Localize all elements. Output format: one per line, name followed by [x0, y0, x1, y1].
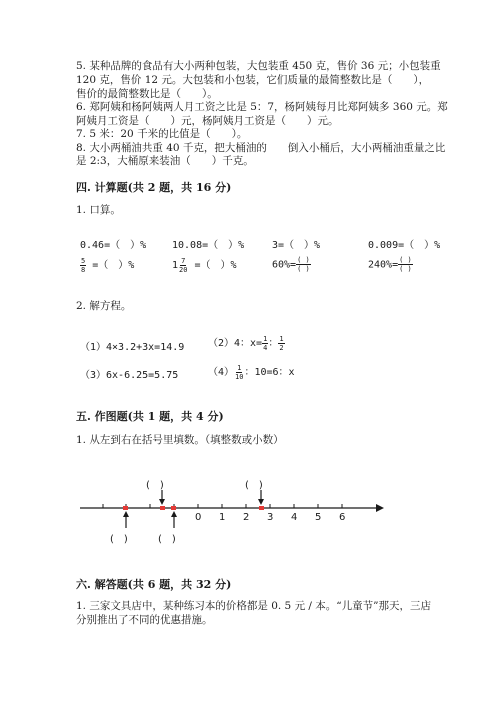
ans-q1-line-2: 分别推出了不同的优惠措施。: [76, 614, 213, 626]
oral-r1c4: 0.009=（ ）%: [368, 240, 441, 251]
top-blank-2[interactable]: ( ): [245, 480, 263, 491]
point-a: [123, 506, 128, 510]
nl-label-5: 5: [315, 512, 322, 523]
oral-r2c4: 240%= $\frac{( )}{( )}$: [368, 256, 412, 273]
q6-line-2: 阿姨月工资是（ ）元，杨阿姨月工资是（ ）元。: [76, 115, 339, 127]
oral-r2c1: $\frac{5}{8}$ =（ ）%: [81, 256, 135, 274]
equation-2: （2）4：x= $\frac{1}{4}$ ： $\frac{1}{2}$: [208, 334, 284, 352]
q7-line-1: 7. 5 米：20 千米的比值是（ ）。: [76, 128, 248, 140]
equation-4: （4） $\frac{1}{10}$ ：10=6：x: [208, 363, 295, 381]
calc-q2-label: 2. 解方程。: [76, 300, 132, 312]
top-blank-1[interactable]: ( ): [146, 480, 164, 491]
bottom-blank-2[interactable]: ( ): [158, 534, 176, 545]
nl-label-6: 6: [339, 512, 346, 523]
q8-line-2: 是 2:3，大桶原来装油（ ）千克。: [76, 155, 254, 167]
bottom-blank-1[interactable]: ( ): [110, 534, 128, 545]
q5-line-1: 5. 某种品牌的食品有大小两种包装，大包装重 450 克，售价 36 元；小包装重: [76, 60, 441, 72]
section-4-title: 四. 计算题(共 2 题，共 16 分): [76, 181, 232, 194]
section-6-title: 六. 解答题(共 6 题，共 32 分): [76, 578, 232, 591]
q5-line-3: 售价的最简整数比是（ ）。: [76, 88, 218, 100]
nl-label-3: 3: [267, 512, 274, 523]
point-d: [259, 506, 264, 510]
nl-label-4: 4: [291, 512, 298, 523]
nl-label-1: 1: [219, 512, 226, 523]
equation-1: （1）4×3.2+3x=14.9: [80, 342, 185, 353]
q6-line-1: 6. 郑阿姨和杨阿姨两人月工资之比是 5：7，杨阿姨每月比郑阿姨多 360 元。郑: [76, 101, 448, 113]
ans-q1-line-1: 1. 三家文具店中，某种练习本的价格都是 0. 5 元 / 本。“儿童节”那天，三店: [76, 600, 432, 612]
q5-line-2: 120 克，售价 12 元。大包装和小包装，它们质量的最简整数比是（ ），: [76, 74, 430, 86]
nl-label-0: 0: [195, 512, 202, 523]
section-5-title: 五. 作图题(共 1 题，共 4 分): [76, 410, 224, 423]
oral-r2c3: 60%= $\frac{( )}{( )}$: [272, 256, 310, 273]
point-c: [171, 506, 176, 510]
oral-r2c2: 1 $\frac{7}{20}$ =（ ）%: [172, 256, 237, 274]
point-b: [160, 506, 165, 510]
oral-r1c2: 10.08=（ ）%: [172, 240, 245, 251]
nl-label-2: 2: [243, 512, 250, 523]
draw-q1-label: 1. 从左到右在括号里填数。（填整数或小数）: [76, 434, 284, 446]
oral-r1c3: 3=（ ）%: [272, 240, 321, 251]
oral-r1c1: 0.46=（ ）%: [80, 240, 147, 251]
calc-q1-label: 1. 口算。: [76, 204, 121, 216]
q8-line-1: 8. 大小两桶油共重 40 千克，把大桶油的 倒入小桶后，大小两桶油重量之比: [76, 142, 446, 154]
equation-3: （3）6x-6.25=5.75: [80, 370, 179, 381]
number-line-arrowhead: [376, 504, 384, 512]
